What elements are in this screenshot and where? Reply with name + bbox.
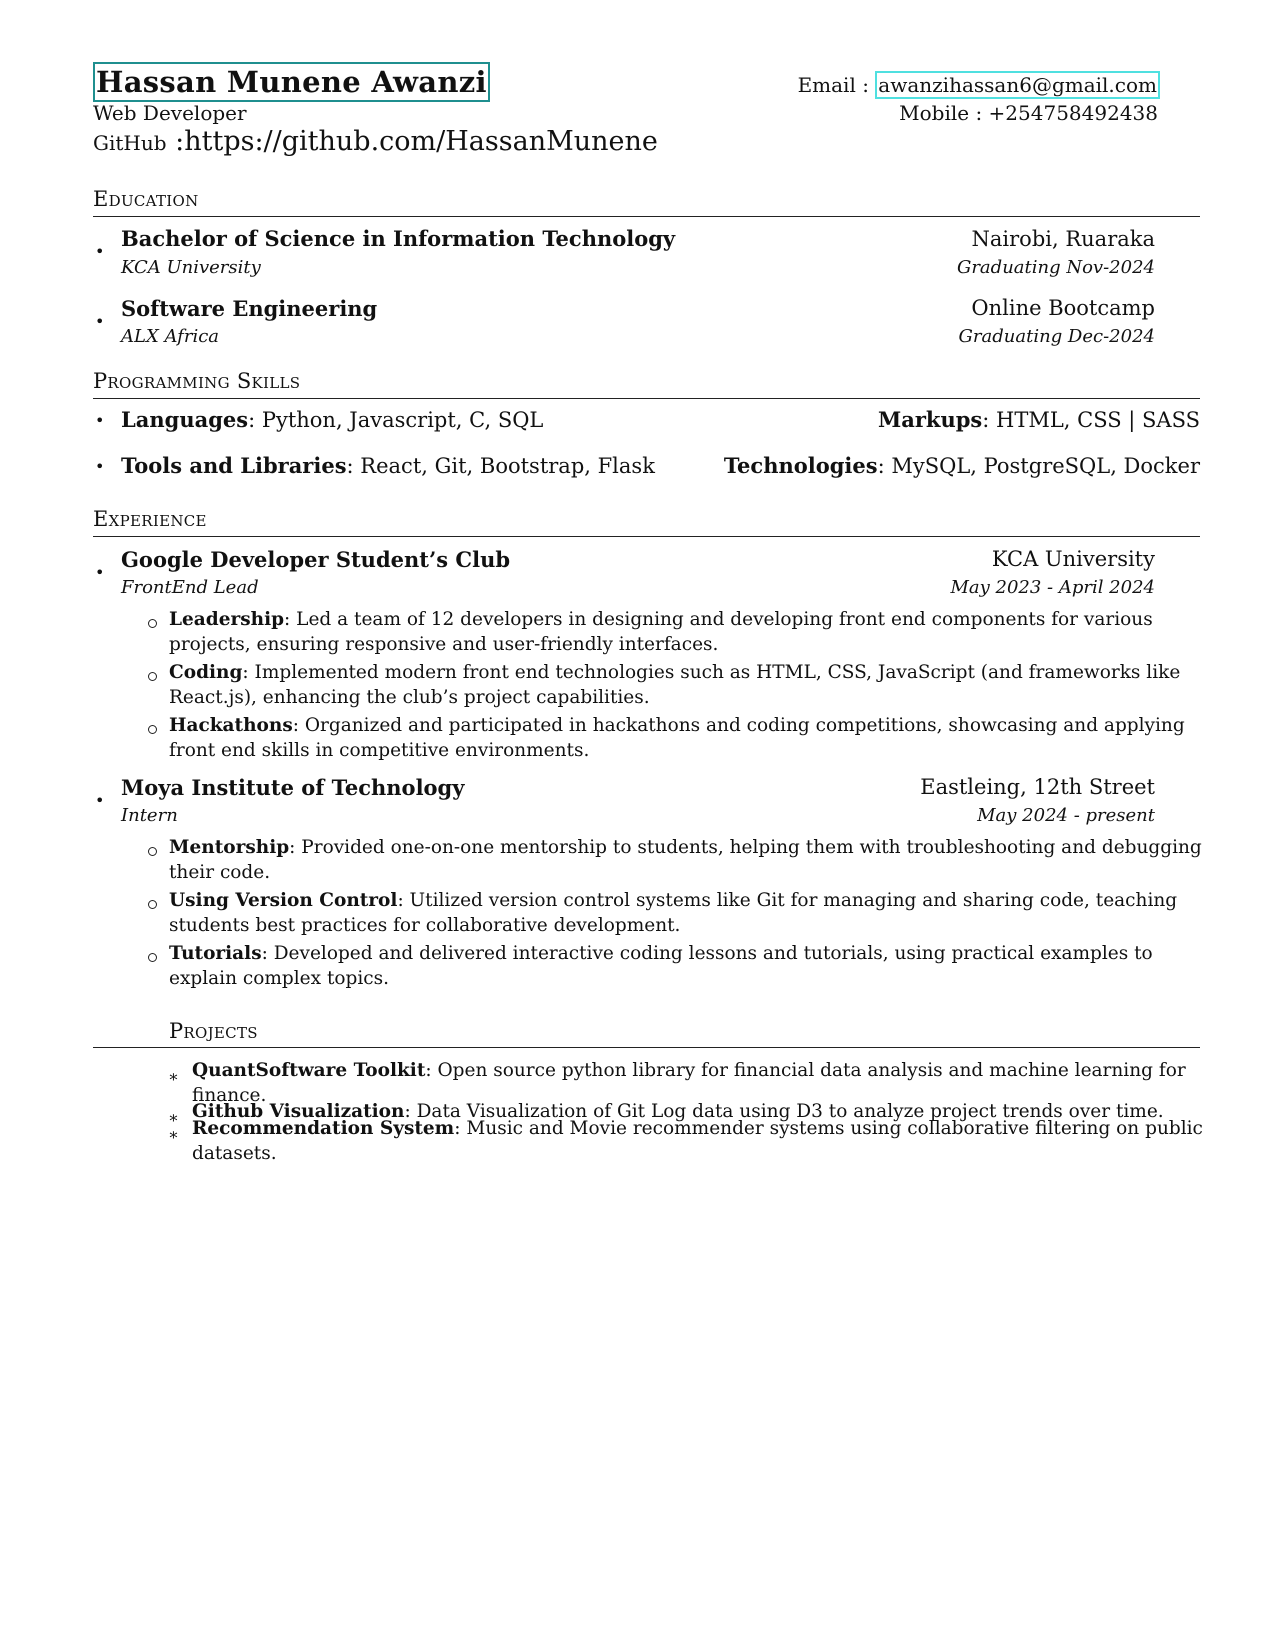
star-bullet: ∗ [168, 1067, 179, 1086]
project-item [192, 1116, 1204, 1166]
experience-point [169, 941, 1204, 991]
bullet: • [95, 791, 105, 810]
projects-heading: Projects [169, 1019, 258, 1043]
education-institution: ALX Africa [121, 326, 220, 347]
education-location: Nairobi, Ruaraka [971, 227, 1155, 251]
skill-tools [121, 453, 655, 478]
point-text: : Developed and delivered interactive coding lessons and tutorials, using practical examples to explain complex topics. [169, 943, 1153, 989]
github-sep: : [166, 126, 185, 157]
point-label: Leadership [169, 609, 285, 630]
point-text: : Led a team of 12 developers in designing and developing front end components for various projects, ensuring responsive and user-friendly interfaces. [169, 609, 1153, 655]
mobile-number: +254758492438 [988, 101, 1158, 125]
experience-point [169, 835, 1204, 885]
sub-bullet [148, 953, 157, 962]
education-heading: Education [93, 187, 199, 211]
skill-values: : MySQL, PostgreSQL, Docker [877, 454, 1200, 478]
project-text: : Music and Movie recommender systems using collaborative filtering on public datasets. [192, 1118, 1203, 1164]
star-bullet: ∗ [168, 1125, 179, 1144]
github-label: GitHub [93, 131, 167, 155]
education-degree: Software Engineering [121, 296, 378, 321]
experience-role: FrontEnd Lead [121, 577, 259, 598]
education-location: Online Bootcamp [971, 296, 1155, 320]
github-line [93, 126, 658, 157]
mobile-line [899, 101, 1158, 125]
skill-label: Languages [121, 407, 249, 432]
role-title: Web Developer [93, 101, 247, 125]
skill-values: : HTML, CSS | SASS [982, 408, 1200, 432]
experience-rule [93, 536, 1200, 537]
experience-heading: Experience [93, 507, 207, 531]
github-url[interactable]: https://github.com/HassanMunene [184, 126, 658, 157]
bullet: • [95, 563, 105, 582]
email-line [798, 73, 1160, 97]
bullet: • [95, 457, 105, 476]
sub-bullet [148, 847, 157, 856]
education-degree: Bachelor of Science in Information Technology [121, 226, 676, 251]
skills-rule [93, 398, 1200, 399]
point-label: Using Version Control [169, 890, 398, 911]
experience-org: Moya Institute of Technology [121, 775, 465, 800]
point-text: : Implemented modern front end technologies such as HTML, CSS, JavaScript (and frameworks like React.js), enhancing the club’s project capabilities. [169, 662, 1181, 708]
bullet: • [95, 411, 105, 430]
education-date: Graduating Dec-2024 [958, 326, 1155, 347]
point-label: Mentorship [169, 837, 290, 858]
email-link[interactable]: awanzihassan6@gmail.com [875, 71, 1160, 99]
star-bullet: ∗ [168, 1108, 179, 1127]
project-label: Recommendation System [192, 1118, 455, 1139]
point-text: : Utilized version control systems like Git for managing and sharing code, teaching students best practices for collaborative development. [169, 890, 1178, 936]
bullet: • [95, 242, 105, 261]
experience-location: KCA University [991, 547, 1155, 571]
skill-values: : Python, Javascript, C, SQL [248, 408, 544, 432]
point-text: : Provided one-on-one mentorship to students, helping them with troubleshooting and debugging their code. [169, 837, 1202, 883]
experience-date: May 2024 - present [977, 805, 1155, 826]
skill-label: Tools and Libraries [121, 453, 347, 478]
bullet: • [95, 312, 105, 331]
sub-bullet [148, 672, 157, 681]
project-text: : Data Visualization of Git Log data using D3 to analyze project trends over time. [404, 1101, 1164, 1122]
experience-point [169, 713, 1204, 763]
education-rule [93, 216, 1200, 217]
skills-heading: Programming Skills [93, 369, 301, 393]
sub-bullet [148, 619, 157, 628]
project-text: : Open source python library for financial data analysis and machine learning for finance. [192, 1060, 1186, 1106]
point-label: Tutorials [169, 943, 262, 964]
email-label: Email : [797, 73, 876, 97]
experience-org: Google Developer Student’s Club [121, 547, 511, 572]
experience-date: May 2023 - April 2024 [950, 577, 1155, 598]
skill-label: Technologies [723, 453, 878, 478]
sub-bullet [148, 725, 157, 734]
experience-point [169, 888, 1204, 938]
project-label: Github Visualization [192, 1101, 405, 1122]
projects-rule [93, 1047, 1200, 1048]
project-label: QuantSoftware Toolkit [192, 1060, 426, 1081]
experience-point [169, 660, 1204, 710]
experience-point [169, 607, 1204, 657]
skill-languages [121, 407, 543, 432]
education-institution: KCA University [121, 257, 261, 278]
skill-label: Markups [878, 407, 983, 432]
candidate-name[interactable]: Hassan Munene Awanzi [93, 62, 490, 102]
education-date: Graduating Nov-2024 [956, 257, 1155, 278]
skill-markups [878, 407, 1200, 432]
point-label: Coding [169, 662, 243, 683]
skill-technologies [724, 453, 1200, 478]
experience-location: Eastleing, 12th Street [920, 775, 1155, 799]
point-text: : Organized and participated in hackathons and coding competitions, showcasing and applying front end skills in competitive environments. [169, 715, 1185, 761]
experience-role: Intern [121, 805, 178, 826]
skill-values: : React, Git, Bootstrap, Flask [346, 454, 655, 478]
sub-bullet [148, 900, 157, 909]
mobile-label: Mobile : [899, 101, 989, 125]
point-label: Hackathons [169, 715, 293, 736]
